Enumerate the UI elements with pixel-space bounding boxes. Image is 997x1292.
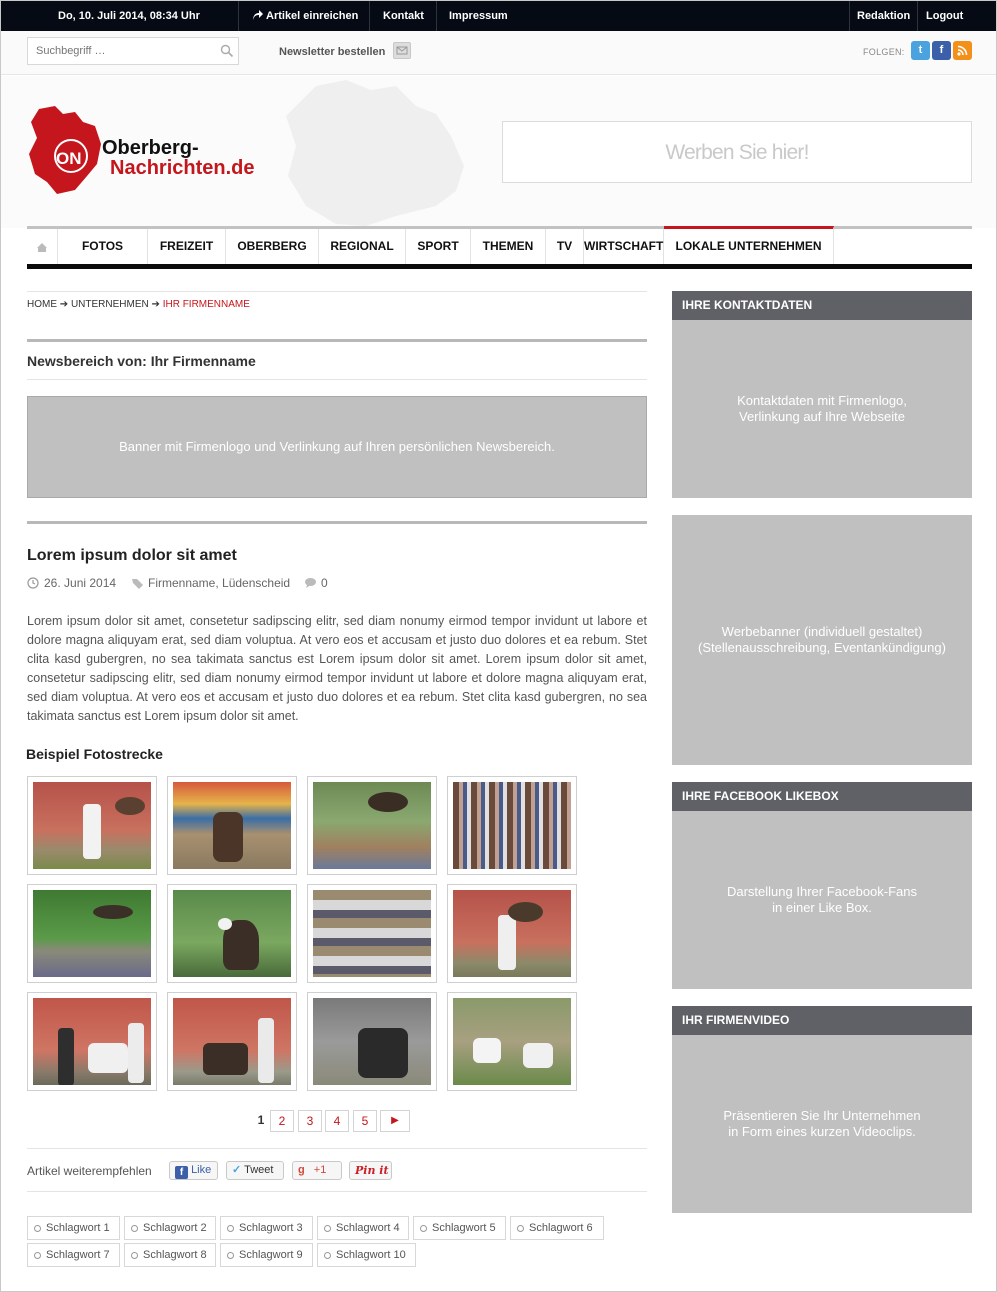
gallery-thumbnail[interactable]: [307, 992, 437, 1091]
article-body: Lorem ipsum dolor sit amet, consetetur sadipscing elitr, sed diam nonumy eirmod tempor invidunt ut labore et dolore magna aliquyam erat, sed diam voluptua. At vero eos et accusam et justo duo dolores et ea rebum. Stet clita kasd gubergren, no sea takimata sanctus est Lorem ipsum dolor sit amet. Lorem ipsum dolor sit amet, consetetur sadipscing elitr, sed diam nonumy eirmod tempor invidunt ut labore et dolore magna aliquyam erat, sed diam voluptua. At vero eos et accusam et justo duo dolores et ea rebum. Stet clita kasd gubergren, no sea takimata sanctus est Lorem ipsum dolor sit amet.: [27, 614, 647, 723]
kontakt-text-1: Kontaktdaten mit Firmenlogo,: [737, 393, 907, 408]
gallery-thumbnail[interactable]: [307, 776, 437, 875]
google-plus-icon: g: [298, 1164, 305, 1176]
gallery-thumbnail[interactable]: [447, 884, 577, 983]
article-author[interactable]: Firmenname, Lüdenscheid: [148, 576, 291, 590]
article-title[interactable]: Lorem ipsum dolor sit amet: [27, 547, 237, 564]
nav-fotos[interactable]: FOTOS: [58, 229, 148, 264]
gallery-thumbnail[interactable]: [447, 992, 577, 1091]
tweet-label: Tweet: [244, 1164, 274, 1176]
top-bar: [1, 1, 996, 31]
google-plus-button[interactable]: [292, 1161, 342, 1180]
gallery-thumbnail[interactable]: [27, 884, 157, 983]
breadcrumb-arrow-icon: ➔: [151, 299, 163, 310]
main-nav: [27, 226, 972, 269]
page-link[interactable]: 3: [298, 1110, 322, 1132]
nav-regional[interactable]: REGIONAL: [319, 229, 406, 264]
tag-link[interactable]: Schlagwort 1: [27, 1216, 120, 1240]
newsletter-link[interactable]: Newsletter bestellen: [279, 46, 386, 58]
region-map-watermark: [276, 76, 476, 228]
video-text-2: in Form eines kurzen Videoclips.: [728, 1124, 916, 1139]
nav-sport[interactable]: SPORT: [406, 229, 471, 264]
sidebar-video-title: IHR FIRMENVIDEO: [672, 1006, 972, 1035]
nav-tv[interactable]: TV: [546, 229, 584, 264]
follow-label: FOLGEN:: [863, 47, 905, 57]
tag-link[interactable]: Schlagwort 7: [27, 1243, 120, 1267]
sidebar-kontakt-title: IHRE KONTAKTDATEN: [672, 291, 972, 320]
logo-line-1: Oberberg-: [102, 137, 199, 159]
sidebar-video-box[interactable]: [672, 1035, 972, 1213]
nav-oberberg[interactable]: OBERBERG: [226, 229, 319, 264]
facebook-icon[interactable]: f: [932, 41, 951, 60]
newsbereich-title: Newsbereich von: Ihr Firmenname: [27, 353, 256, 369]
logout-link[interactable]: Logout: [926, 10, 964, 22]
arrow-share-icon: [252, 1, 262, 31]
gallery-thumbnail[interactable]: [27, 776, 157, 875]
logo-line-2: Nachrichten.de: [110, 157, 255, 179]
gallery-thumbnail[interactable]: [167, 776, 297, 875]
twitter-icon: ✓: [232, 1164, 242, 1176]
rss-icon[interactable]: [953, 41, 972, 60]
sidebar-kontakt-box[interactable]: [672, 320, 972, 498]
breadcrumb: [27, 299, 250, 310]
search-input[interactable]: [27, 37, 239, 65]
nav-artikel-einreichen[interactable]: Artikel einreichen: [266, 10, 359, 22]
tag-link[interactable]: Schlagwort 8: [124, 1243, 216, 1267]
company-banner-text: Banner mit Firmenlogo und Verlinkung auf Ihren persönlichen Newsbereich.: [119, 439, 555, 454]
gallery-thumbnail[interactable]: [27, 992, 157, 1091]
nav-lokale-unternehmen[interactable]: LOKALE UNTERNEHMEN: [664, 226, 834, 264]
share-label: Artikel weiterempfehlen: [27, 1164, 152, 1178]
nav-wirtschaft[interactable]: WIRTSCHAFT: [584, 229, 664, 264]
page-link[interactable]: 5: [353, 1110, 377, 1132]
header-ad-banner[interactable]: Werben Sie hier!: [502, 121, 972, 183]
facebook-like-button[interactable]: [169, 1161, 218, 1180]
werbe-text-1: Werbebanner (individuell gestaltet): [721, 624, 923, 639]
nav-freizeit[interactable]: FREIZEIT: [148, 229, 226, 264]
site-header: [1, 76, 996, 228]
gallery-thumbnail[interactable]: [167, 884, 297, 983]
sidebar-facebook-title: IHRE FACEBOOK LIKEBOX: [672, 782, 972, 811]
sidebar-werbebanner[interactable]: [672, 515, 972, 765]
tag-link[interactable]: Schlagwort 5: [413, 1216, 506, 1240]
facebook-text-1: Darstellung Ihrer Facebook-Fans: [726, 884, 918, 899]
tag-link[interactable]: Schlagwort 9: [220, 1243, 313, 1267]
fotostrecke-title: Beispiel Fotostrecke: [26, 746, 163, 762]
tweet-button[interactable]: [226, 1161, 284, 1180]
facebook-text-2: in einer Like Box.: [772, 900, 872, 915]
breadcrumb-home[interactable]: HOME: [27, 299, 57, 310]
werbe-text-2: (Stellenausschreibung, Eventankündigung): [698, 640, 946, 655]
comment-count[interactable]: 0: [321, 576, 328, 590]
tag-link[interactable]: Schlagwort 6: [510, 1216, 604, 1240]
breadcrumb-arrow-icon: ➔: [59, 299, 71, 310]
home-icon[interactable]: [27, 229, 58, 264]
page-link[interactable]: 2: [270, 1110, 294, 1132]
breadcrumb-section[interactable]: UNTERNEHMEN: [70, 299, 149, 310]
comment-icon: [304, 576, 317, 593]
gallery-thumbnail[interactable]: [167, 992, 297, 1091]
tag-icon: [131, 576, 144, 593]
sidebar-facebook-box[interactable]: [672, 811, 972, 989]
company-banner[interactable]: [27, 396, 647, 498]
page-current: 1: [249, 1110, 273, 1132]
nav-redaktion[interactable]: Redaktion: [857, 10, 911, 22]
clock-icon: [27, 576, 39, 593]
search-icon[interactable]: [220, 44, 234, 58]
logo-badge: ON: [56, 149, 82, 168]
video-text-1: Präsentieren Sie Ihr Unternehmen: [723, 1108, 921, 1123]
next-page-icon[interactable]: ▶: [380, 1110, 410, 1132]
breadcrumb-current: IHR FIRMENNAME: [162, 299, 250, 310]
pinterest-button[interactable]: Pin it: [349, 1161, 392, 1180]
tag-link[interactable]: Schlagwort 10: [317, 1243, 416, 1267]
tag-link[interactable]: Schlagwort 3: [220, 1216, 313, 1240]
current-date: Do, 10. Juli 2014, 08:34 Uhr: [58, 10, 200, 22]
utility-bar: [1, 31, 996, 75]
page-link[interactable]: 4: [325, 1110, 349, 1132]
gallery-thumbnail[interactable]: [307, 884, 437, 983]
plusone-label: +1: [313, 1164, 327, 1176]
gallery-thumbnail[interactable]: [447, 776, 577, 875]
nav-impressum[interactable]: Impressum: [449, 10, 508, 22]
twitter-icon[interactable]: t: [911, 41, 930, 60]
nav-kontakt[interactable]: Kontakt: [383, 10, 424, 22]
mail-icon[interactable]: [393, 42, 411, 59]
tag-link[interactable]: Schlagwort 4: [317, 1216, 409, 1240]
facebook-icon: f: [175, 1166, 188, 1179]
article-date: 26. Juni 2014: [44, 576, 117, 590]
nav-themen[interactable]: THEMEN: [471, 229, 546, 264]
tag-link[interactable]: Schlagwort 2: [124, 1216, 216, 1240]
kontakt-text-2: Verlinkung auf Ihre Webseite: [739, 409, 905, 424]
like-label: Like: [191, 1164, 212, 1176]
